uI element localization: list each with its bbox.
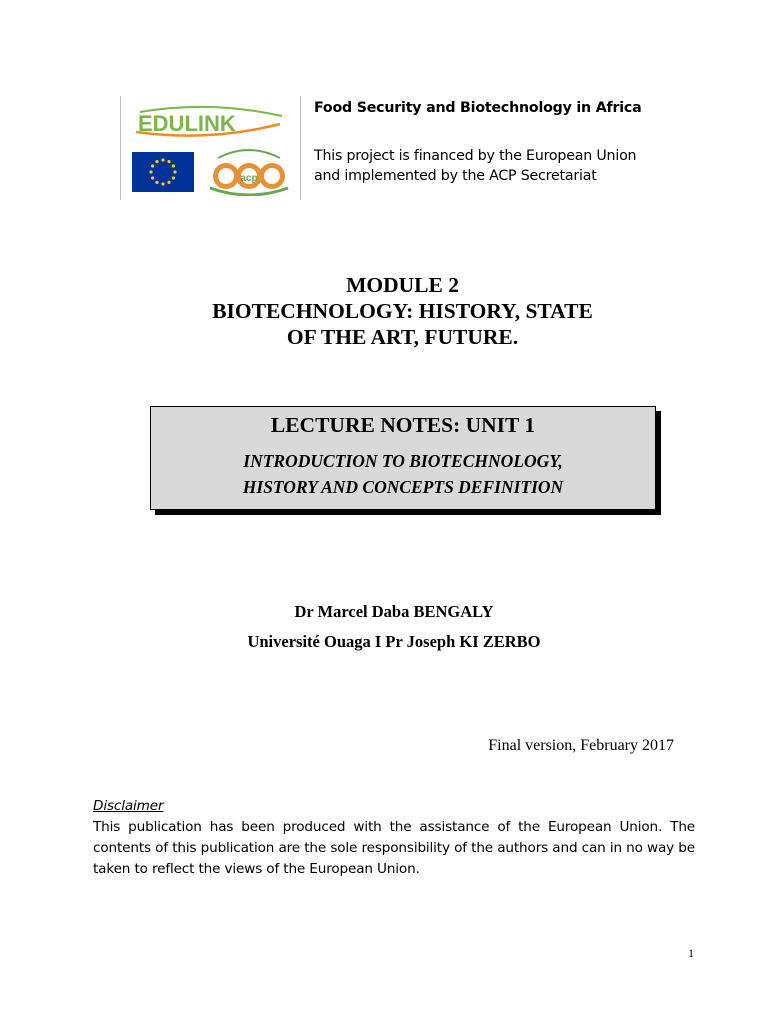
module-number: MODULE 2 bbox=[346, 273, 459, 297]
lecture-notes-box bbox=[150, 406, 656, 510]
author-name: Dr Marcel Daba BENGALY bbox=[294, 602, 494, 621]
lecture-subtitle-line-2: HISTORY AND CONCEPTS DEFINITION bbox=[242, 477, 564, 497]
logo-column bbox=[120, 96, 300, 200]
header-divider-right bbox=[300, 96, 301, 200]
financing-line-1: This project is financed by the European Union bbox=[314, 148, 637, 164]
disclaimer-body: This publication has been produced with the assistance of the European Union. The contents of this publication are the sole responsibility of the authors and can in no way be taken to reflect the views of the European Union. bbox=[93, 819, 695, 877]
document-header bbox=[120, 96, 680, 200]
eu-flag-icon bbox=[132, 152, 194, 192]
acp-logo-text: acp bbox=[240, 173, 258, 184]
acp-logo bbox=[208, 148, 290, 196]
project-title: Food Security and Biotechnology in Africa bbox=[314, 100, 642, 116]
disclaimer-section bbox=[93, 796, 695, 880]
disclaimer-title: Disclaimer bbox=[93, 798, 164, 814]
edulink-logo bbox=[130, 102, 290, 140]
author-affiliation: Université Ouaga I Pr Joseph KI ZERBO bbox=[247, 632, 541, 651]
page-number: 1 bbox=[688, 946, 694, 960]
edulink-logo-text: EDULINK bbox=[138, 111, 236, 136]
header-divider-left bbox=[120, 96, 121, 200]
financing-line-2: and implemented by the ACP Secretariat bbox=[314, 168, 597, 184]
module-title-line-1: BIOTECHNOLOGY: HISTORY, STATE bbox=[212, 299, 593, 323]
version-date: Final version, February 2017 bbox=[488, 737, 674, 754]
lecture-subtitle-line-1: INTRODUCTION TO BIOTECHNOLOGY, bbox=[243, 451, 563, 471]
module-title-line-2: OF THE ART, FUTURE. bbox=[286, 325, 519, 349]
lecture-title: LECTURE NOTES: UNIT 1 bbox=[270, 413, 536, 437]
